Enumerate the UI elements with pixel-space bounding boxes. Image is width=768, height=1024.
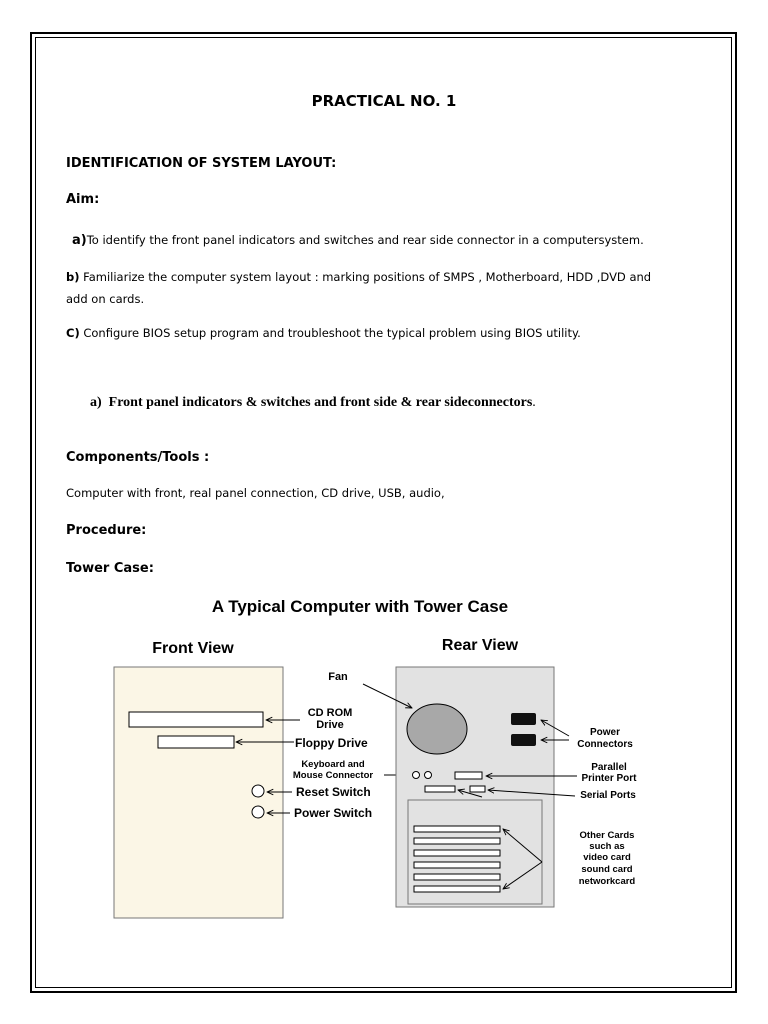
serial-port-2 [470, 786, 485, 792]
serial-ports-label: Serial Ports [580, 790, 636, 801]
expansion-card-slot [414, 850, 500, 856]
front-view-label: Front View [152, 640, 234, 657]
keyboard-label-2: Mouse Connector [292, 770, 374, 781]
section-heading: IDENTIFICATION OF SYSTEM LAYOUT: [66, 156, 337, 171]
expansion-card-slot [414, 886, 500, 892]
keyboard-port [413, 772, 420, 779]
other-cards-label-5: networkcard [578, 876, 636, 887]
parallel-port [455, 772, 482, 779]
subsection-period: . [532, 395, 536, 410]
other-cards-label-2: such as [589, 841, 625, 852]
power-connector-bottom [511, 734, 536, 746]
reset-label: Reset Switch [296, 785, 371, 799]
components-heading: Components/Tools : [66, 450, 210, 465]
figure-title: A Typical Computer with Tower Case [211, 597, 509, 616]
other-cards-label-1: Other Cards [579, 830, 635, 841]
reset-switch [252, 785, 264, 797]
fan [407, 704, 467, 754]
cdrom-label-2: Drive [316, 719, 344, 731]
aim-heading: Aim: [66, 192, 100, 207]
expansion-card-slot [414, 838, 500, 844]
page-title: PRACTICAL NO. 1 [311, 92, 457, 110]
mouse-port [425, 772, 432, 779]
aim-marker-c: C) [66, 326, 80, 340]
parallel-port-label-1: Parallel [591, 762, 627, 773]
aim-marker-b: b) [66, 270, 80, 284]
expansion-card-slot [414, 862, 500, 868]
serial-port-1 [425, 786, 455, 792]
power-connectors-label-2: Connectors [577, 739, 633, 750]
aim-text-c: Configure BIOS setup program and troubleshoot the typical problem using BIOS utility. [83, 326, 581, 340]
aim-text-a: To identify the front panel indicators and switches and rear side connector in a computersystem. [86, 233, 644, 247]
rear-view-label: Rear View [441, 637, 519, 654]
keyboard-label-1: Keyboard and [301, 759, 365, 770]
parallel-port-label-2: Printer Port [581, 773, 637, 784]
aim-text-b-line2: add on cards. [66, 292, 145, 306]
expansion-card-slot [414, 826, 500, 832]
subsection-marker: a) [90, 395, 102, 410]
tower-case-heading: Tower Case: [66, 561, 154, 576]
floppy-drive [158, 736, 234, 748]
other-cards-label-4: sound card [581, 864, 633, 875]
subsection-text: Front panel indicators & switches and front side & rear sideconnectors [108, 395, 533, 410]
other-cards-label-3: video card [583, 852, 631, 863]
procedure-heading: Procedure: [66, 523, 147, 538]
power-label: Power Switch [294, 806, 373, 820]
cdrom-drive [129, 712, 263, 727]
expansion-card-slot [414, 874, 500, 880]
fan-label: Fan [328, 671, 348, 683]
power-connectors-label-1: Power [589, 727, 621, 738]
aim-text-b: Familiarize the computer system layout : marking positions of SMPS , Motherboard, HDD ,DVD and [83, 270, 652, 284]
aim-marker-a: a) [72, 233, 87, 248]
power-switch [252, 806, 264, 818]
components-text: Computer with front, real panel connection, CD drive, USB, audio, [66, 486, 445, 500]
floppy-label: Floppy Drive [295, 736, 368, 750]
power-connector-top [511, 713, 536, 725]
cdrom-label-1: CD ROM [307, 707, 353, 719]
